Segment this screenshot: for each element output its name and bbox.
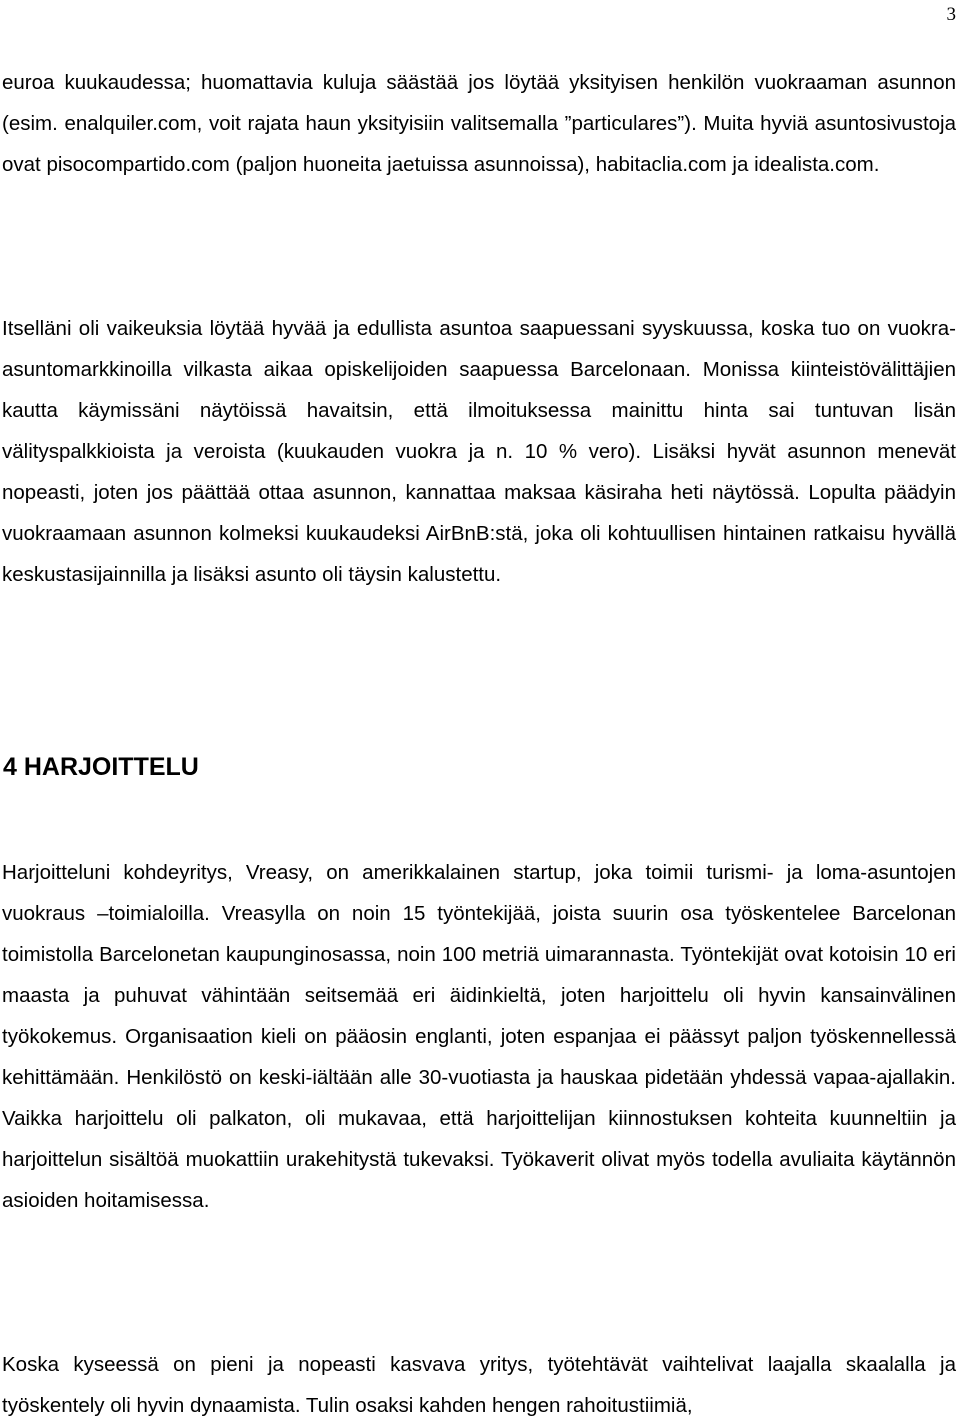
section-heading: 4 HARJOITTELU [3,753,199,781]
paragraph-internship-company: Harjoitteluni kohdeyritys, Vreasy, on amerikkalainen startup, joka toimii turismi- ja loma-asuntojen vuokraus –toimialoilla. Vreasylla on noin 15 työntekijää, joista suurin osa työskentelee Barcelonan toimistolla Barcelonetan kaupunginosassa, noin 100 metriä uimarannasta. Työntekijät ovat kotoisin 10 eri maasta ja puhuvat vähintään seitsemää eri äidinkieltä, joten harjoittelu oli hyvin kansainvälinen työkokemus. Organisaation kieli on pääosin englanti, joten espanjaa ei päässyt paljon työskennellessä kehittämään. Henkilöstö on keski-iältään alle 30-vuotiasta ja hauskaa pidetään yhdessä vapaa-ajallakin. Vaikka harjoittelu oli palkaton, oli mukavaa, että harjoittelijan kiinnostuksen kohteita kuunneltiin ja harjoittelun sisältöä muokattiin urakehitystä tukevaksi. Työkaverit olivat myös todella avuliaita käytännön asioiden hoitamisessa. [2,861,956,1212]
page-number: 3 [946,4,956,25]
paragraph-housing-experience: Itselläni oli vaikeuksia löytää hyvää ja edullista asuntoa saapuessani syyskuussa, koska tuo on vuokra-asuntomarkkinoilla vilkasta aikaa opiskelijoiden saapuessa Barcelonaan. Monissa kiinteistövälittäjien kautta käymissäni näytöissä havaitsin, että ilmoituksessa mainittu hinta sai tuntuvan lisän välityspalkkioista ja veroista (kuukauden vuokra ja n. 10 % vero). Lisäksi hyvät asunnon menevät nopeasti, joten jos päättää ottaa asunnon, kannattaa maksaa käsiraha heti näytössä. Lopulta päädyin vuokraamaan asunnon kolmeksi kuukaudeksi AirBnB:stä, joka oli kohtuullisen hintainen ratkaisu hyvällä keskustasijainnilla ja lisäksi asunto oli täysin kalustettu. [2,317,956,586]
paragraph-internship-tasks: Koska kyseessä on pieni ja nopeasti kasvava yritys, työtehtävät vaihtelivat laajalla skaalalla ja työskentely oli hyvin dynaamista. Tulin osaksi kahden hengen rahoitustiimiä, [2,1353,956,1417]
paragraph-housing-sites: euroa kuukaudessa; huomattavia kuluja säästää jos löytää yksityisen henkilön vuokraaman asunnon (esim. enalquiler.com, voit rajata haun yksityisiin valitsemalla ”particulares”). Muita hyviä asuntosivustoja ovat pisocompartido.com (paljon huoneita jaetuissa asunnoissa), habitaclia.com ja idealista.com. [2,71,956,176]
